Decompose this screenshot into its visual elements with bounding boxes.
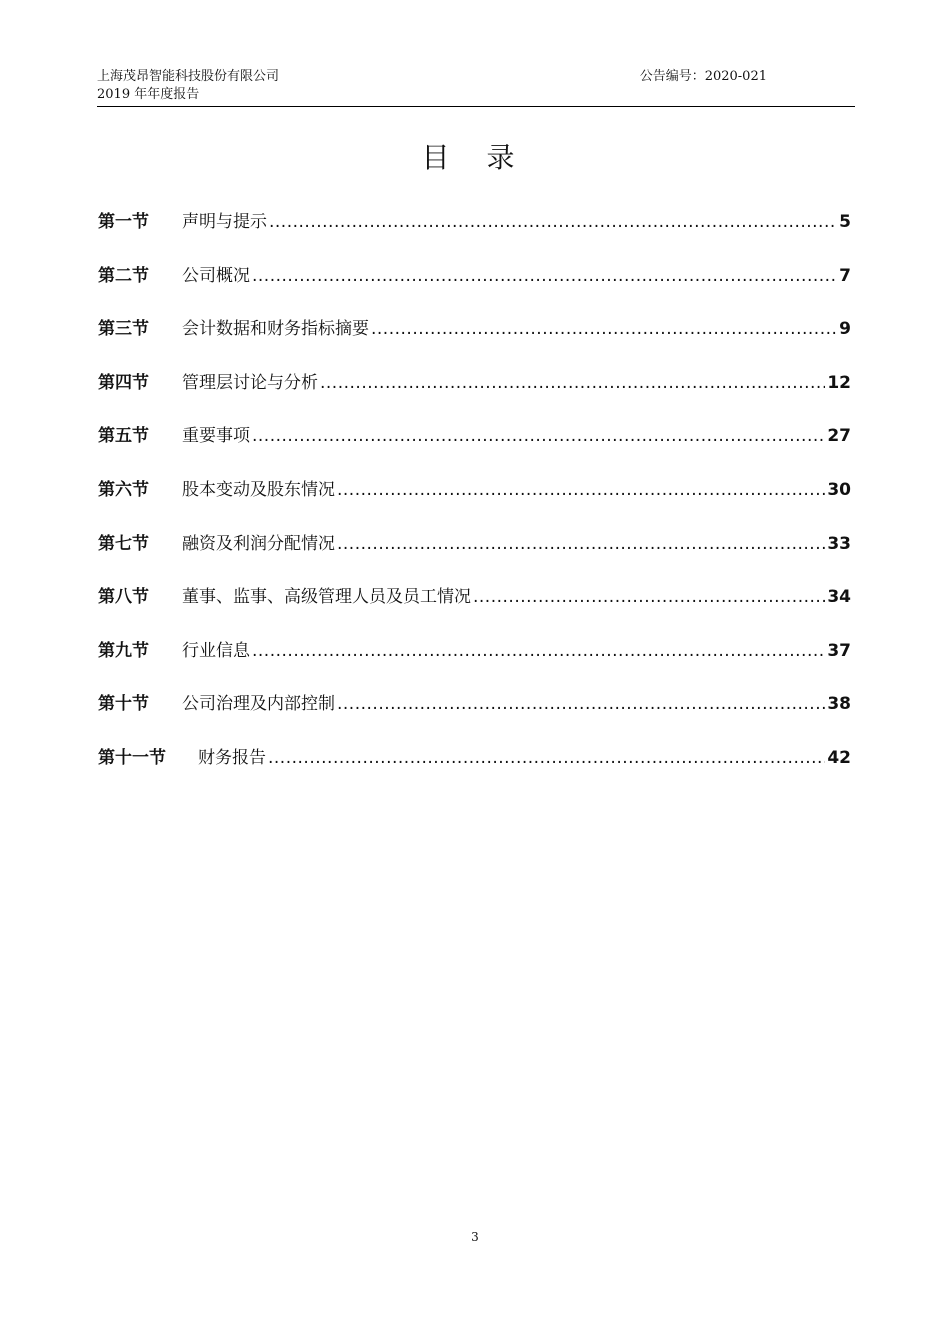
toc-leader-dots xyxy=(320,373,825,393)
toc-section-number: 第二节 xyxy=(98,265,149,286)
report-name: 2019 年年度报告 xyxy=(97,87,200,102)
toc-section-title: 声明与提示 xyxy=(182,212,267,232)
toc-section-title: 行业信息 xyxy=(182,640,250,661)
toc-page-number: 27 xyxy=(827,426,851,447)
toc-page-number: 42 xyxy=(827,747,851,768)
toc-section-number: 第九节 xyxy=(98,640,149,661)
table-of-contents xyxy=(98,207,851,797)
toc-leader-dots xyxy=(268,748,825,768)
announcement-number: 公告编号：2020-021 xyxy=(639,69,767,84)
page-title: 目 录 xyxy=(421,141,529,174)
toc-section-number: 第十一节 xyxy=(98,747,166,768)
toc-page-number: 7 xyxy=(839,265,851,286)
toc-section-title: 财务报告 xyxy=(198,747,266,768)
toc-leader-dots xyxy=(252,266,837,286)
toc-leader-dots xyxy=(269,212,837,232)
toc-page-number: 30 xyxy=(827,479,851,500)
toc-section-number: 第三节 xyxy=(98,319,149,340)
toc-leader-dots xyxy=(252,426,825,446)
toc-entry[interactable] xyxy=(98,314,851,368)
toc-leader-dots xyxy=(371,319,837,339)
toc-section-title: 重要事项 xyxy=(182,426,250,447)
toc-entry[interactable] xyxy=(98,421,851,475)
toc-leader-dots xyxy=(473,587,825,607)
toc-page-number: 38 xyxy=(827,694,851,715)
toc-entry[interactable] xyxy=(98,261,851,315)
toc-page-number: 12 xyxy=(827,372,851,393)
toc-entry[interactable] xyxy=(98,636,851,690)
toc-section-title: 公司概况 xyxy=(182,265,250,286)
toc-leader-dots xyxy=(337,534,825,554)
toc-leader-dots xyxy=(337,694,825,714)
toc-section-title: 会计数据和财务指标摘要 xyxy=(182,319,369,340)
toc-section-title: 股本变动及股东情况 xyxy=(182,479,335,500)
page-header xyxy=(97,68,855,104)
toc-entry[interactable] xyxy=(98,743,851,797)
toc-page-number: 33 xyxy=(827,533,851,554)
toc-entry[interactable] xyxy=(98,689,851,743)
toc-page-number: 37 xyxy=(827,640,851,661)
company-name: 上海茂昂智能科技股份有限公司 xyxy=(97,69,280,84)
toc-leader-dots xyxy=(252,641,825,661)
toc-section-number: 第五节 xyxy=(98,426,149,447)
toc-section-title: 董事、监事、高级管理人员及员工情况 xyxy=(182,587,471,608)
toc-section-title: 融资及利润分配情况 xyxy=(182,533,335,554)
toc-leader-dots xyxy=(337,480,825,500)
toc-section-number: 第七节 xyxy=(98,533,149,554)
header-divider xyxy=(97,106,855,107)
toc-page-number: 5 xyxy=(839,212,851,232)
toc-entry[interactable] xyxy=(98,207,851,261)
toc-section-title: 公司治理及内部控制 xyxy=(182,694,335,715)
toc-section-number: 第六节 xyxy=(98,479,149,500)
toc-section-title: 管理层讨论与分析 xyxy=(182,372,318,393)
toc-section-number: 第八节 xyxy=(98,587,149,608)
toc-page-number: 9 xyxy=(839,319,851,340)
toc-section-number: 第一节 xyxy=(98,212,149,232)
toc-entry[interactable] xyxy=(98,368,851,422)
toc-entry[interactable] xyxy=(98,475,851,529)
toc-entry[interactable] xyxy=(98,582,851,636)
toc-entry[interactable] xyxy=(98,529,851,583)
header-row-bottom xyxy=(97,86,855,104)
toc-section-number: 第四节 xyxy=(98,372,149,393)
header-row-top xyxy=(97,68,855,86)
page-footer-number: 3 xyxy=(471,1230,479,1244)
toc-section-number: 第十节 xyxy=(98,694,149,715)
toc-page-number: 34 xyxy=(827,587,851,608)
